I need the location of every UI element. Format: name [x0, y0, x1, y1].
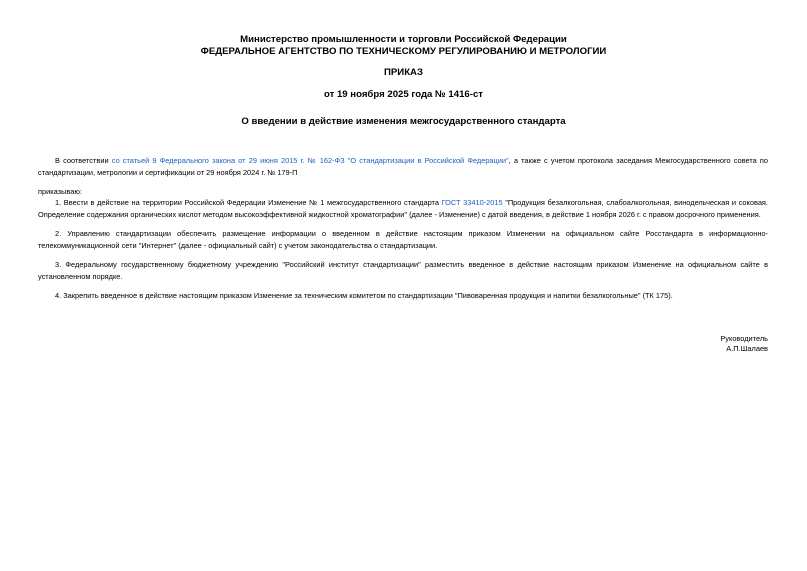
intro-prefix: В соответствии	[55, 156, 112, 165]
item1-suffix: "Продукция безалкогольная, слабоалкогольная, винодельческая и соковая. Определение содержания органических кислот методом высокоэффективной жидкостной хроматографии" (далее - Изменение) с датой введения, в действие 1 ноября 2026 г. с правом досрочного применения.	[38, 198, 768, 219]
order-item-3: 3. Федеральному государственному бюджетному учреждению "Российский институт стандартизации" разместить введенное в действие настоящим приказом Изменение на официальном сайте в установленном порядке.	[38, 260, 768, 281]
order-item-4: 4. Закрепить введенное в действие настоящим приказом Изменение за техническим комитетом по стандартизации "Пивоваренная продукция и напитки безалкогольные" (ТК 175).	[55, 291, 673, 300]
order-item-1	[38, 197, 768, 220]
ordered-label: приказываю:	[38, 187, 82, 196]
ministry-name: Министерство промышленности и торговли Российской Федерации	[240, 34, 567, 45]
document-type: ПРИКАЗ	[384, 67, 423, 78]
intro-paragraph	[38, 155, 768, 178]
order-item-2: 2. Управлению стандартизации обеспечить размещение информации о введенном в действие настоящим приказом Изменении на официальном сайте Росстандарта в информационно-телекоммуникационной сети "Интернет" (далее - официальный сайт) с учетом законодательства о стандартизации.	[38, 229, 768, 250]
document-title: О введении в действие изменения межгосударственного стандарта	[241, 116, 566, 127]
signatory-name: А.П.Шалаев	[726, 344, 768, 353]
document-date-number: от 19 ноября 2025 года № 1416-ст	[323, 89, 483, 100]
intro-suffix: , а также с учетом протокола заседания Межгосударственного совета по стандартизации, метрологии и сертификации от 29 ноября 2024 г. № 179-П	[38, 156, 769, 177]
signatory-role: Руководитель	[720, 334, 768, 343]
gost-standard-link[interactable]: ГОСТ 33410-2015	[441, 198, 503, 207]
federal-law-link[interactable]: со статьей 9 Федерального закона от 29 июня 2015 г. № 162-ФЗ "О стандартизации в Российской Федерации"	[111, 156, 509, 165]
item1-prefix: 1. Ввести в действие на территории Российской Федерации Изменение № 1 межгосударственного стандарта	[55, 198, 442, 207]
agency-name: ФЕДЕРАЛЬНОЕ АГЕНТСТВО ПО ТЕХНИЧЕСКОМУ РЕГУЛИРОВАНИЮ И МЕТРОЛОГИИ	[200, 46, 607, 57]
